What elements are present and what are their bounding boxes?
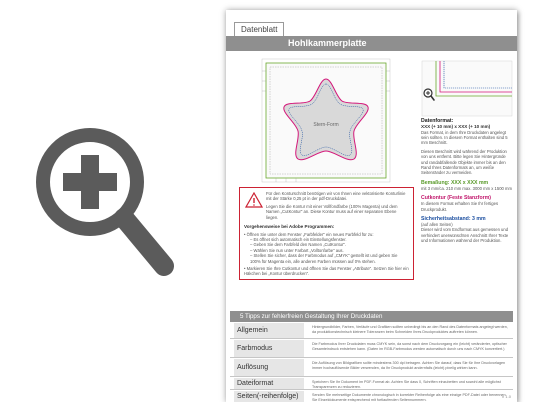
instr-step1: • Öffnen Sie unter dem Fenster „Farbfelder" ein neues Farbfeld für zu: [244,231,374,237]
instr-step1c: – Wählen Sie nun unter Farbart „Volltonfarbe" aus. [250,247,344,253]
warning-icon [245,192,263,208]
info-column [421,118,513,244]
tip-text: Hintergrundbilder, Farben, Verläufe und Grafiken sollten unbedingt bis an den Rand des Datenformats angelegt werden, da produktionstechnisch kleinere Toleranzen beim Schneiden Ihres Druckproduktes auftreten können. [312,325,508,334]
dimension-heading: Bemaßung: XXX x XXX mm [421,179,489,186]
instr-heading: Vorgehensweise bei Adobe Programmen: [244,224,335,230]
tip-label: Seiten(-reihenfolge) [234,391,304,402]
tip-row [230,391,513,402]
tip-text: Die Auflösung von Bildgrafiken sollte mindestens 300 dpi betragen. Achten Sie darauf, dass Sie für Ihre Druckvorlagen immer hochauflösende Bilder verwenden, da Ihr Druckprodukt andernfalls (leicht) pixelig wirken kann. [312,361,506,370]
tip-row [230,340,513,358]
safety-sub: (auf allen Seiten) [421,222,453,228]
cut-text: In diesem Format erhalten Sie Ihr fertiges Druckprodukt. [421,201,499,212]
title-bar [226,36,517,51]
zoom-in-icon[interactable] [28,120,178,280]
format-heading: Datenformat: [421,118,454,124]
format-text: Das Format, in dem Ihre Druckdaten angelegt sein sollten. In diesem Format enthalten sind 5 mm Beschnitt. [421,129,508,146]
instr-step2: • Markieren Sie Ihre Cutkontur und öffnen Sie das Fenster „Attribute". Setzen Sie hier ein Häkchen bei „Kontur überdrucken". [244,266,409,277]
safety-heading: Sicherheitsabstand: 3 mm [421,216,486,223]
tips-heading-bar [230,311,513,322]
document-title: Hohlkammerplatte [288,38,367,48]
instruction-box [239,187,414,280]
safety-text: Dieser wird vom Endformat aus gemessen und verhindert unerwünschten Anschnitt Ihrer Texte und Informationen während der Produktion. [421,227,509,244]
instr-intro: Für den Konturschnitt benötigen wir von Ihnen eine vektorisierte Konturlinie mit der Stärke 0,25 pt in der pdf-Druckdatei. [266,191,406,202]
tip-text: Speichern Sie Ihr Dokument im PDF-Format ab. Achten Sie dass 0, Schriften einzubetten und sowohl alle möglichst Transparenzen zu reduzieren. [312,380,501,389]
cut-heading: Cutkontur (Feste Stanzform) [421,195,492,202]
tip-text: Senden Sie mehrseitige Dokumente chronologisch in korrekter Reihenfolge als eine einzige PDF-Datei oder benennen Sie Einzeldokumente entsprechend mit fortlaufenden Seitennummern. [312,393,506,402]
tips-heading: 5 Tipps zur fehlerfreien Gestaltung Ihrer Druckdaten [240,313,383,320]
tip-label: Allgemein [234,323,304,338]
tip-row [230,359,513,377]
dimension-text: mit 3 mm/ca. 210 mm max. 3000 mm x 1500 mm [421,185,512,191]
tip-text: Die Farbmodus Ihrer Druckdaten muss CMYK sein, da sonst nach dem Druckvorgang ein (leicht) veränderter, optischer Gesamteindruck entstehen kann. (Daten im RGB-Farbmodus werden automatisch durch uns nach CMYK konvertiert.) [312,342,507,351]
instr-line2: Legen Sie die Kontur mit einer Vollfondfarbe (100% Magenta) und dem Namen „CutKontur" an. Diese Kontur muss auf einer separaten Ebene liegen. [266,203,398,220]
tip-row [230,323,513,339]
format-value: XXX (+ 10 mm) x XXX (+ 10 mm) [421,124,491,129]
instr-step1a: – Es öffnet sich automatisch ein Einstellungsfenster. [250,237,347,243]
datasheet-tab: Datenblatt [234,22,284,36]
tip-label: Dateiformat [234,378,304,389]
format-text-2: Diesen Beschnitt wird während der Produktion von uns entfernt. Bitte legen Sie Hintergründe und randabfallende Objekte immer bis an den Rand Ihres Datenformats an, um weiße Seitenränder zu vermeiden. [421,148,507,176]
instr-step1b: – Geben Sie dem Farbfeld den Namen „CutKontur". [250,242,346,248]
tip-row [230,378,513,390]
instr-step1d: – Stellen Sie sicher, dass der Farbmodus auf „CMYK" gestellt ist und geben Sie 100% für Magenta ein, alle anderen Farben müssen auf 0% stehen. [250,253,398,264]
tip-label: Farbmodus [234,340,304,357]
datasheet-document [226,10,517,402]
version-label: V 1.0 [501,394,511,399]
shape-label: Stern-Form [313,122,339,128]
tip-label: Auflösung [234,359,304,376]
